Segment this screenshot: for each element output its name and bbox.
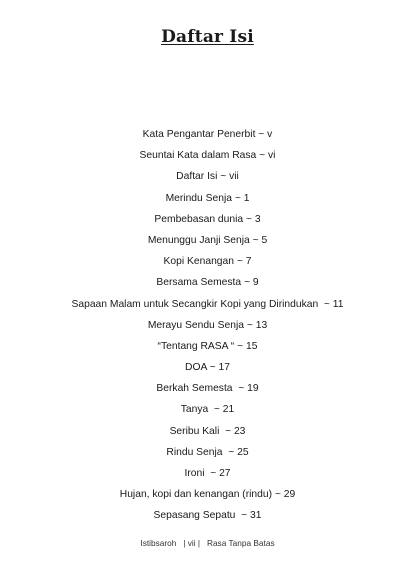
toc-entry: Merindu Senja ~ 1 — [165, 192, 250, 204]
toc-entry: Sapaan Malam untuk Secangkir Kopi yang Dirindukan ~ 11 — [71, 298, 344, 310]
toc-entry: Seuntai Kata dalam Rasa ~ vi — [139, 150, 276, 162]
toc-entry: “Tentang RASA “ ~ 15 — [157, 340, 258, 352]
toc-entry: Kata Pengantar Penerbit ~ v — [142, 129, 273, 140]
page-footer: Istibsaroh | vii | Rasa Tanpa Batas — [140, 538, 275, 548]
toc-entry: Rindu Senja ~ 25 — [166, 446, 249, 458]
toc-entry: Ironi ~ 27 — [184, 468, 231, 479]
toc-entry: Seribu Kali ~ 23 — [169, 425, 246, 437]
toc-entry: Pembebasan dunia ~ 3 — [154, 213, 261, 225]
toc-entry: Bersama Semesta ~ 9 — [156, 277, 259, 289]
toc-entry: Berkah Semesta ~ 19 — [156, 383, 259, 395]
toc-entry: Sepasang Sepatu ~ 31 — [153, 510, 262, 522]
toc-entry: Tanya ~ 21 — [180, 404, 235, 416]
toc-entry: Merayu Sendu Senja ~ 13 — [147, 319, 268, 331]
toc-entry: DOA ~ 17 — [185, 362, 230, 374]
toc-entry: Daftar Isi ~ vii — [176, 171, 239, 183]
table-of-contents — [0, 124, 415, 527]
page-title: Daftar Isi — [161, 27, 254, 47]
toc-entry: Hujan, kopi dan kenangan (rindu) ~ 29 — [119, 489, 296, 501]
toc-entry: Kopi Kenangan ~ 7 — [163, 256, 252, 268]
toc-entry: Menunggu Janji Senja ~ 5 — [147, 234, 268, 246]
